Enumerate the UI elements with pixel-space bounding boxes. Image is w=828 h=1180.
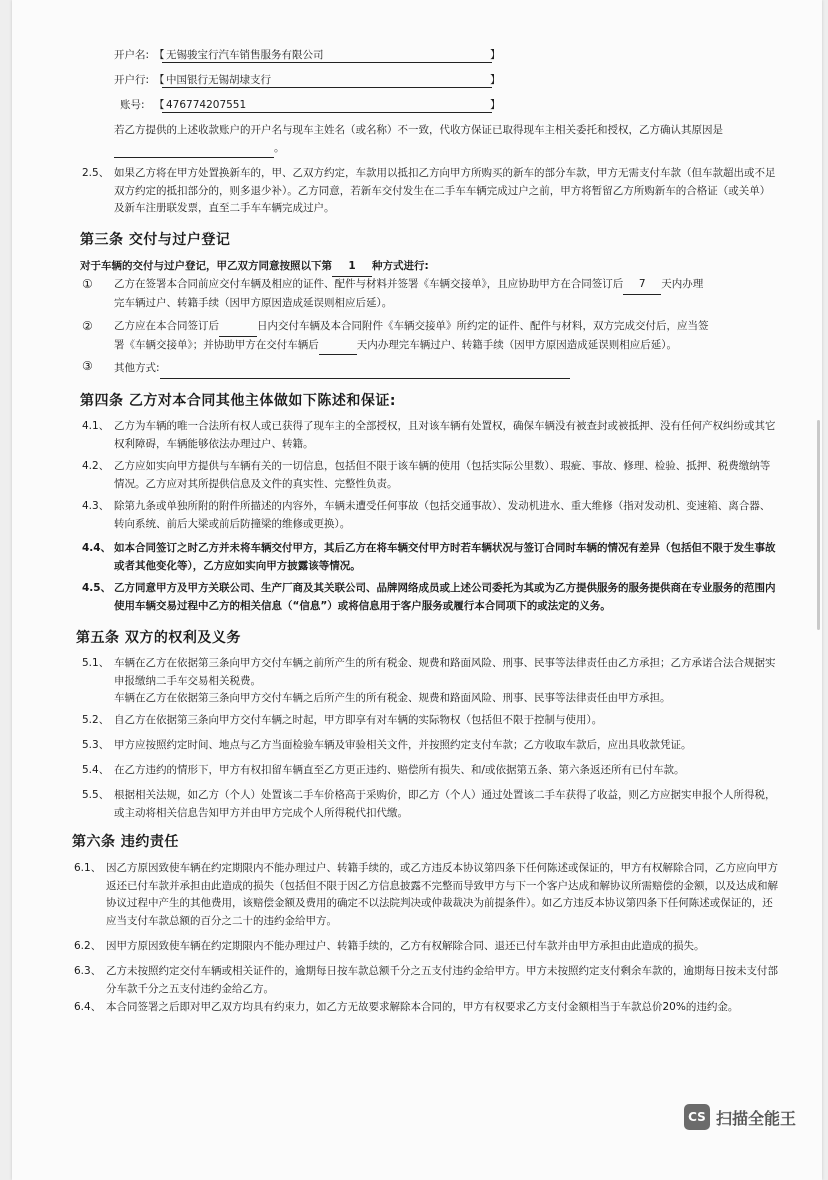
article-3-intro — [80, 258, 429, 277]
article-6-title: 第六条 违约责任 — [72, 834, 179, 850]
clause-5-2-text: 自乙方在依据第三条向甲方交付车辆之时起，甲方即享有对车辆的实际物权（包括但不限于控制与使用）。 — [114, 714, 603, 726]
mismatch-reason-blank — [114, 140, 274, 159]
clause-number: 5.1、 — [82, 657, 110, 669]
bank-underline — [162, 87, 492, 88]
option-1-marker: ① — [82, 277, 93, 291]
account-no-label: 账号: — [120, 99, 145, 111]
clause-number: 4.5、 — [82, 582, 112, 594]
clause-5-1-part-a: 车辆在乙方在依据第三条向甲方交付车辆之前所产生的所有税金、规费和路面风险、刑事、民事等法律责任由乙方承担；乙方承诺合法合规据实申报缴纳二手车交易相关税费。 — [114, 657, 776, 687]
account-name-label: 开户名: — [114, 49, 150, 61]
clause-number: 6.2、 — [74, 940, 102, 952]
option-2-marker: ② — [82, 319, 93, 333]
article-3-intro-a: 对于车辆的交付与过户登记，甲乙双方同意按照以下第 — [80, 260, 332, 272]
vertical-scrollbar[interactable] — [817, 420, 820, 630]
clause-number: 2.5、 — [82, 167, 110, 179]
clause-5-5-text: 根据相关法规，如乙方（个人）处置该二手车价格高于采购价，即乙方（个人）通过处置该二手车获得了收益，则乙方应据实申报个人所得税，或主动将相关信息告知甲方并由甲方完成个人所得税代扣代缴。 — [114, 789, 776, 819]
bank-label: 开户行: — [114, 74, 150, 86]
clause-number: 5.5、 — [82, 789, 110, 801]
clause-4-3-text: 除第九条或单独所附的附件所描述的内容外，车辆未遭受任何事故（包括交通事故）、发动机进水、重大维修（指对发动机、变速箱、离合器、转向系统、前后大梁或前后防撞梁的维修或更换）。 — [114, 500, 771, 530]
clause-number: 6.3、 — [74, 965, 102, 977]
clause-4-2-text: 乙方应如实向甲方提供与车辆有关的一切信息，包括但不限于该车辆的使用（包括实际公里数）、瑕疵、事故、修理、检验、抵押、税费缴纳等情况。乙方应对其所提供信息及文件的真实性、完整性负责。 — [114, 460, 771, 490]
account-no-value: 476774207551 — [166, 99, 247, 111]
mismatch-end: 。 — [274, 141, 285, 154]
contract-page — [12, 0, 822, 1180]
watermark-app-name: 扫描全能王 — [716, 1108, 797, 1128]
clause-4-1-text: 乙方为车辆的唯一合法所有权人或已获得了现车主的全部授权，且对该车辆有处置权，确保车辆没有被查封或被抵押、没有任何产权纠纷或其它权利障碍，车辆能够依法办理过户、转籍。 — [114, 420, 776, 450]
option-2-text — [114, 318, 784, 355]
clause-2-5-text: 如果乙方将在甲方处置换新车的，甲、乙双方约定，车款用以抵扣乙方向甲方所购买的新车的部分车款，甲方无需支付车款（但车款超出或不足双方约定的抵扣部分的，则多退少补）。乙方同意，若新车交付发生在二手车车辆完成过户之前，甲方将暂留乙方所购新车的合格证（或关单）及新车注册联发票，直至二手车车辆完成过户。 — [114, 167, 776, 214]
clause-number: 6.1、 — [74, 862, 102, 874]
option-2-text-b: 日内交付车辆及本合同附件《车辆交接单》所约定的证件、配件与材料，双方完成交付后，应当签 — [257, 320, 709, 332]
option-1-text-c: 完车辆过户、转籍手续（因甲方原因造成延误则相应后延）。 — [114, 296, 393, 309]
mismatch-text: 若乙方提供的上述收款账户的开户名与现车主姓名（或名称）不一致，代收方保证已取得现车主相关委托和授权，乙方确认其原因 — [114, 124, 713, 136]
clause-number: 5.4、 — [82, 764, 110, 776]
clause-number: 5.2、 — [82, 714, 110, 726]
delivery-method-choice: 1 — [332, 258, 372, 277]
bracket-close: 】 — [490, 99, 501, 111]
bank-value: 中国银行无锡胡埭支行 — [166, 74, 271, 86]
article-4-title: 第四条 乙方对本合同其他主体做如下陈述和保证: — [80, 393, 396, 409]
clause-number: 4.4、 — [82, 542, 112, 554]
clause-4-5-text: 乙方同意甲方及甲方关联公司、生产厂商及其关联公司、品牌网络成员或上述公司委托为其或为乙方提供服务的服务提供商在专业服务的范围内使用车辆交易过程中乙方的相关信息（“信息”）或将信息用于客户服务或履行本合同项下的或法定的义务。 — [114, 582, 776, 612]
option-2-text-d: 天内办理完车辆过户、转籍手续（因甲方原因造成延误则相应后延）。 — [356, 338, 677, 351]
clause-6-3-text: 乙方未按照约定交付车辆或相关证件的，逾期每日按车款总额千分之五支付违约金给甲方。甲方未按照约定支付剩余车款的，逾期每日按未支付部分车款千分之五支付违约金给乙方。 — [106, 965, 778, 995]
option-2-text-c: 署《车辆交接单》；并协助甲方在交付车辆后 — [114, 338, 319, 351]
article-3-intro-b: 种方式进行: — [372, 260, 429, 272]
option-2-days-blank — [219, 318, 257, 337]
clause-4-4-text: 如本合同签订之时乙方并未将车辆交付甲方，其后乙方在将车辆交付甲方时若车辆状况与签订合同时车辆的情况有差异（包括但不限于发生事故或者其他变化等），乙方应如实向甲方披露该等情况。 — [114, 542, 776, 572]
option-3-marker: ③ — [82, 359, 93, 373]
option-1-days: 7 — [623, 276, 661, 295]
bracket-close: 】 — [490, 49, 501, 61]
option-3-label: 其他方式: — [114, 362, 160, 374]
option-2-text-a: 乙方应在本合同签订后 — [114, 320, 219, 332]
account-name-underline — [162, 62, 492, 63]
bracket-open: 【 — [154, 99, 165, 111]
clause-6-4-text: 本合同签署之后即对甲乙双方均具有约束力，如乙方无故要求解除本合同的，甲方有权要求乙方支付金额相当于车款总价20%的违约金。 — [106, 1001, 739, 1013]
clause-5-4-text: 在乙方违约的情形下，甲方有权扣留车辆直至乙方更正违约、赔偿所有损失、和/或依据第五条、第六条返还所有已付车款。 — [114, 764, 685, 776]
option-1-text-b: 天内办理 — [661, 278, 704, 290]
clause-number: 5.3、 — [82, 739, 110, 751]
option-3-text — [114, 360, 570, 379]
scanner-watermark — [684, 1104, 796, 1130]
bracket-open: 【 — [154, 49, 165, 61]
clause-5-3-text: 甲方应按照约定时间、地点与乙方当面检验车辆及审验相关文件，并按照约定支付车款；乙方收取车款后，应出具收款凭证。 — [114, 739, 692, 751]
camscanner-logo-icon: CS — [684, 1104, 710, 1130]
clause-number: 4.3、 — [82, 500, 110, 512]
option-1-text — [114, 276, 784, 312]
clause-number: 4.2、 — [82, 460, 110, 472]
clause-number: 6.4、 — [74, 1001, 102, 1013]
article-5-title: 第五条 双方的权利及义务 — [76, 630, 241, 646]
bracket-close: 】 — [490, 74, 501, 86]
article-3-title: 第三条 交付与过户登记 — [80, 232, 231, 248]
mismatch-note — [114, 122, 776, 158]
clause-5-1-text — [114, 655, 778, 708]
mismatch-is: 是 — [712, 124, 723, 136]
account-no-underline — [162, 112, 492, 113]
option-3-blank — [160, 360, 570, 379]
option-1-text-a: 乙方在签署本合同前应交付车辆及相应的证件、配件与材料并签署《车辆交接单》，且应协助甲方在合同签订后 — [114, 278, 624, 290]
account-name-value: 无锡骏宝行汽车销售服务有限公司 — [166, 49, 324, 61]
clause-6-2-text: 因甲方原因致使车辆在约定期限内不能办理过户、转籍手续的，乙方有权解除合同、退还已付车款并由甲方承担由此造成的损失。 — [106, 940, 705, 952]
bracket-open: 【 — [154, 74, 165, 86]
clause-6-1-text: 因乙方原因致使车辆在约定期限内不能办理过户、转籍手续的，或乙方违反本协议第四条下任何陈述或保证的，甲方有权解除合同，乙方应向甲方返还已付车款并承担由此造成的损失（包括但不限于因乙方信息披露不完整而导致甲方与下一个客户达成和解协议所需赔偿的金额，以及达成和解协议过程中产生的其他费用，该赔偿金额及费用的确定不以法院判决或仲裁裁决为前提条件）。如乙方违反本协议第四条下任何陈述或保证的，还应当支付车款总额的百分之二十的违约金给甲方。 — [106, 862, 778, 927]
clause-number: 4.1、 — [82, 420, 110, 432]
option-2-transfer-days-blank — [319, 337, 357, 356]
clause-5-1-part-b: 车辆在乙方在依据第三条向甲方交付车辆之后所产生的所有税金、规费和路面风险、刑事、民事等法律责任由甲方承担。 — [114, 692, 671, 704]
